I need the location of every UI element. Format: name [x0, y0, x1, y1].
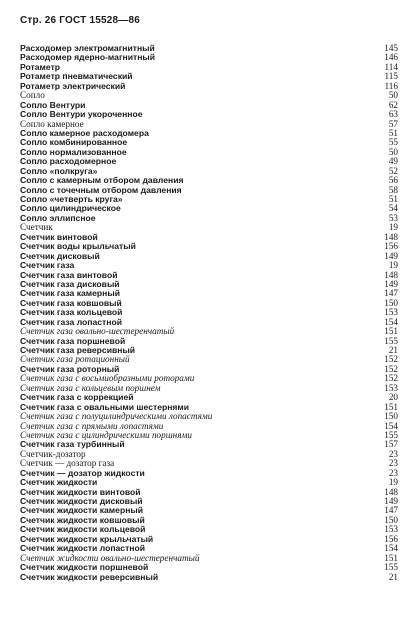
- index-page-number: 152: [384, 354, 398, 365]
- index-page-number: 19: [388, 222, 398, 233]
- index-page-number: 147: [384, 288, 398, 299]
- index-page-number: 150: [384, 297, 398, 308]
- index-term: Сопло нормализованное: [20, 146, 127, 157]
- index-page-number: 23: [388, 467, 398, 478]
- index-page-number: 155: [384, 429, 398, 440]
- index-term: Счетчик газа роторный: [20, 363, 120, 374]
- index-term: Сопло с камерным отбором давления: [20, 175, 184, 186]
- index-page-number: 150: [384, 514, 398, 525]
- index-page-number: 114: [384, 61, 398, 72]
- index-page-number: 146: [384, 52, 398, 63]
- index-page-number: 57: [388, 118, 398, 129]
- index-term: Счетчик газа с восьмиобразными роторами: [20, 373, 195, 384]
- index-page-number: 56: [388, 175, 398, 186]
- index-page-number: 151: [384, 326, 398, 337]
- index-page-number: 58: [388, 184, 398, 195]
- index-term: Сопло цилиндрическое: [20, 203, 121, 214]
- index-term: Счетчик газа реверсивный: [20, 345, 136, 355]
- index-page-number: 145: [384, 43, 398, 53]
- index-term: Счетчик-дозатор: [20, 448, 86, 459]
- index-term: Счетчик — дозатор газа: [20, 458, 115, 469]
- index-term: Сопло «четверть круга»: [20, 194, 123, 204]
- index-page-number: 55: [388, 137, 398, 148]
- index-page-number: 115: [384, 71, 398, 82]
- index-page-number: 156: [384, 533, 398, 544]
- index-term: Расходомер электромагнитный: [20, 43, 155, 53]
- index-page-number: 154: [384, 543, 398, 554]
- index-term: Сопло Вентури: [20, 99, 86, 110]
- index-term: Счетчик воды крыльчатый: [20, 241, 136, 252]
- index-term: Счетчик газа с полуцилиндрическими лопастями: [20, 411, 213, 422]
- index-term: Счетчик жидкости овально-шестеренчатый: [20, 552, 200, 563]
- index-page-number: 149: [384, 278, 398, 289]
- index-term: Счетчик: [20, 222, 53, 233]
- index-entry: [20, 252, 398, 261]
- index-entry: [20, 82, 398, 91]
- index-page-number: 62: [388, 99, 398, 110]
- index-page-number: 148: [384, 269, 398, 280]
- index-term: Счетчик газа турбинный: [20, 439, 125, 450]
- index-page-number: 23: [388, 448, 398, 459]
- index-term: Сопло Вентури укороченное: [20, 109, 143, 120]
- index-term: Ротаметр пневматический: [20, 71, 133, 82]
- index-page-number: 154: [384, 316, 398, 327]
- index-term: Сопло камерное: [20, 118, 84, 129]
- index-page-number: 155: [384, 335, 398, 346]
- index-entry: [20, 573, 398, 582]
- index-page-number: 19: [388, 477, 398, 488]
- index-page-number: 152: [384, 373, 398, 384]
- index-term: Сопло с точечным отбором давления: [20, 184, 182, 195]
- index-page-number: 63: [388, 109, 398, 120]
- index-page-number: 50: [388, 90, 398, 101]
- index-term: Ротаметр электрический: [20, 80, 126, 91]
- index-entry: [20, 53, 398, 62]
- index-page-number: 150: [384, 411, 398, 422]
- index-page-number: 116: [384, 80, 398, 91]
- index-term: Сопло эллипсное: [20, 212, 96, 223]
- page-header: [20, 15, 140, 26]
- index-page-number: 21: [388, 345, 398, 355]
- index-term: Счетчик жидкости крыльчатый: [20, 533, 154, 544]
- index-page-number: 151: [384, 552, 398, 563]
- index-term: Ротаметр: [20, 61, 61, 72]
- index-page-number: 152: [384, 363, 398, 374]
- index-term: Счетчик жидкости винтовой: [20, 486, 141, 497]
- index-term: Счетчик дисковый: [20, 250, 100, 261]
- index-page-number: 148: [384, 486, 398, 497]
- index-page-number: 49: [388, 156, 398, 167]
- index-term: Счетчик жидкости поршневой: [20, 562, 149, 573]
- index-term: Счетчик газа дисковый: [20, 278, 120, 289]
- index-page-number: 154: [384, 420, 398, 431]
- index-page-number: 153: [384, 382, 398, 393]
- index-term: Сопло комбинированное: [20, 137, 128, 148]
- index-term: Сопло «полкруга»: [20, 165, 98, 176]
- index-term: Счетчик газа овально-шестеренчатый: [20, 326, 175, 337]
- index-page-number: 155: [384, 562, 398, 573]
- index-term: Счетчик жидкости камерный: [20, 505, 144, 516]
- index-page-number: 153: [384, 307, 398, 318]
- index-page-number: 50: [388, 146, 398, 157]
- index-term: Счетчик жидкости лопастной: [20, 543, 146, 554]
- index-term: Счетчик газа лопастной: [20, 316, 122, 327]
- document-code: ГОСТ 15528—86: [59, 15, 141, 26]
- index-term: Счетчик газа ковшовый: [20, 297, 122, 308]
- index-term: Счетчик — дозатор жидкости: [20, 467, 145, 478]
- index-term: Счетчик газа поршневой: [20, 335, 126, 346]
- index-page-number: 52: [388, 165, 398, 176]
- index-term: Счетчик жидкости ковшовый: [20, 514, 145, 525]
- index-term: Счетчик газа с цилиндрическими поршнями: [20, 429, 192, 440]
- index-term: Сопло расходомерное: [20, 156, 117, 167]
- index-term: Счетчик газа с коррекцией: [20, 392, 134, 403]
- index-page-number: 151: [384, 401, 398, 412]
- index-term: Сопло: [20, 90, 45, 101]
- index-term: Счетчик винтовой: [20, 231, 98, 242]
- index-page-number: 21: [388, 571, 398, 582]
- term-index-list: [20, 44, 398, 582]
- index-term: Счетчик жидкости реверсивный: [20, 571, 159, 582]
- index-term: Счетчик газа: [20, 260, 75, 271]
- index-page-number: 149: [384, 496, 398, 506]
- index-page-number: 19: [388, 260, 398, 271]
- index-page-number: 153: [384, 524, 398, 535]
- index-page-number: 157: [384, 439, 398, 450]
- index-page-number: 51: [388, 127, 398, 138]
- index-term: Счетчик жидкости кольцевой: [20, 524, 146, 535]
- index-page-number: 53: [388, 212, 398, 223]
- index-term: Счетчик жидкости дисковый: [20, 496, 143, 506]
- index-term: Счетчик газа ротационный: [20, 354, 130, 365]
- index-term: Счетчик газа с прямыми лопастями: [20, 420, 164, 431]
- index-term: Счетчик газа камерный: [20, 288, 120, 299]
- page-label: Стр. 26: [20, 15, 57, 26]
- index-term: Расходомер ядерно-магнитный: [20, 52, 156, 63]
- index-entry: [20, 214, 398, 223]
- index-term: Сопло камерное расходомера: [20, 127, 149, 138]
- index-term: Счетчик жидкости: [20, 477, 98, 488]
- index-term: Счетчик газа кольцевой: [20, 307, 123, 318]
- index-page-number: 20: [388, 392, 398, 403]
- index-page-number: 149: [384, 250, 398, 261]
- index-page-number: 147: [384, 505, 398, 516]
- index-term: Счетчик газа винтовой: [20, 269, 118, 280]
- index-page-number: 156: [384, 241, 398, 252]
- index-term: Счетчик газа с овальными шестернями: [20, 401, 190, 412]
- index-term: Счетчик газа с кольцевым поршнем: [20, 382, 161, 393]
- index-page-number: 51: [388, 194, 398, 204]
- index-page-number: 54: [388, 203, 398, 214]
- index-page-number: 148: [384, 231, 398, 242]
- index-page-number: 23: [388, 458, 398, 469]
